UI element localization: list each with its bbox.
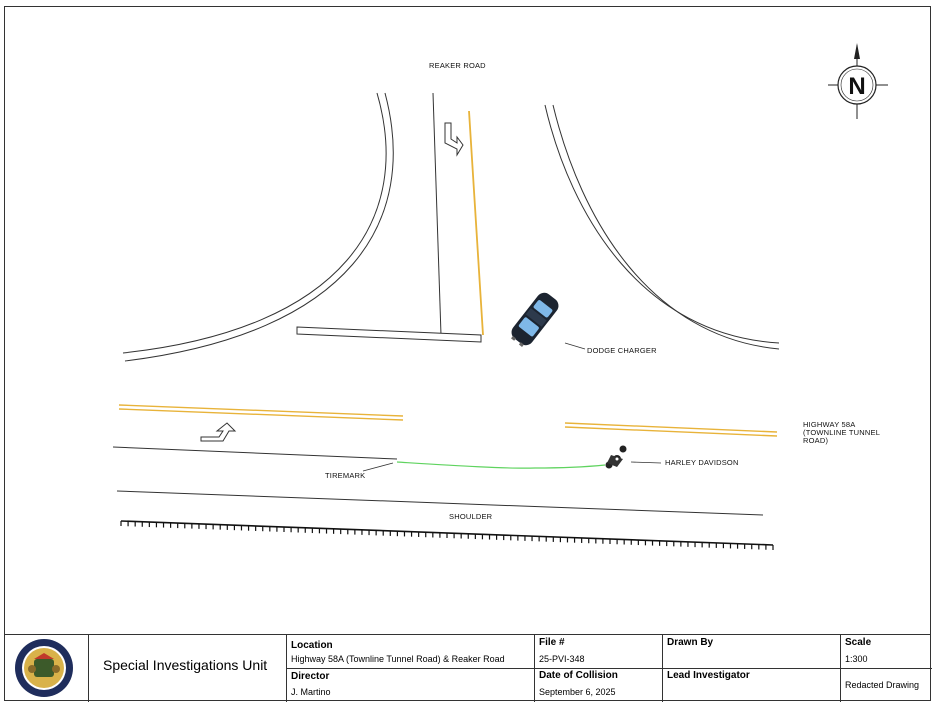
location-value: Highway 58A (Townline Tunnel Road) & Reaker Road <box>291 654 505 664</box>
harley-davidson-motorcycle-icon <box>606 446 627 469</box>
scale-label: Scale <box>845 637 872 648</box>
drawn-by-label: Drawn By <box>667 637 714 648</box>
drawing-sheet <box>4 6 931 701</box>
director-label: Director <box>291 671 330 682</box>
file-date-cell <box>534 635 662 702</box>
scale-cell <box>840 635 931 702</box>
date-label: Date of Collision <box>539 670 618 681</box>
scale-value: 1:300 <box>845 654 868 664</box>
drawn-by-cell <box>662 635 840 702</box>
highway-label-line-1: HIGHWAY 58A <box>803 420 856 429</box>
collision-diagram <box>5 7 930 635</box>
dodge-charger-label: DODGE CHARGER <box>587 346 657 355</box>
reaker-road-centre-line <box>433 93 441 335</box>
north-arrow-icon <box>828 43 888 119</box>
reaker-road-yellow-line <box>469 111 483 335</box>
stop-bar <box>297 327 481 342</box>
harley-davidson-leader-line <box>631 462 661 463</box>
reaker-road-east-edge <box>545 105 779 343</box>
north-letter: N <box>848 73 866 100</box>
date-value: September 6, 2025 <box>539 687 616 697</box>
director-value: J. Martino <box>291 687 331 697</box>
reaker-turn-arrow-icon <box>445 123 463 155</box>
highway-yellow-line-east-b <box>565 427 777 436</box>
file-label: File # <box>539 637 565 648</box>
highway-turn-arrow-icon <box>201 423 235 441</box>
seal-cell <box>4 635 88 702</box>
highway-label-line-2: (TOWNLINE TUNNEL <box>803 428 881 437</box>
siu-seal-logo <box>4 635 88 701</box>
reaker-road-east-edge-inner <box>553 105 779 349</box>
tiremark-path <box>397 462 605 468</box>
dodge-charger-vehicle-icon <box>507 290 562 350</box>
dodge-charger-leader-line <box>565 343 585 349</box>
location-label: Location <box>291 640 333 651</box>
highway-edge-line <box>117 491 763 515</box>
highway-lane-line <box>113 447 397 459</box>
lead-investigator-label: Lead Investigator <box>667 670 750 681</box>
location-director-cell <box>286 635 534 702</box>
tiremark-leader-line <box>363 463 393 471</box>
organization-name: Special Investigations Unit <box>103 657 268 673</box>
organization-cell <box>88 635 286 702</box>
reaker-road-west-edge <box>123 93 386 353</box>
file-value: 25-PVI-348 <box>539 654 585 664</box>
highway-yellow-line-east-a <box>565 423 777 432</box>
tiremark-label: TIREMARK <box>325 471 366 480</box>
shoulder-label: SHOULDER <box>449 512 493 521</box>
title-block <box>4 634 931 701</box>
redacted-note: Redacted Drawing <box>845 680 920 690</box>
harley-davidson-label: HARLEY DAVIDSON <box>665 458 739 467</box>
reaker-road-label: REAKER ROAD <box>429 61 486 70</box>
highway-label-line-3: ROAD) <box>803 436 829 445</box>
